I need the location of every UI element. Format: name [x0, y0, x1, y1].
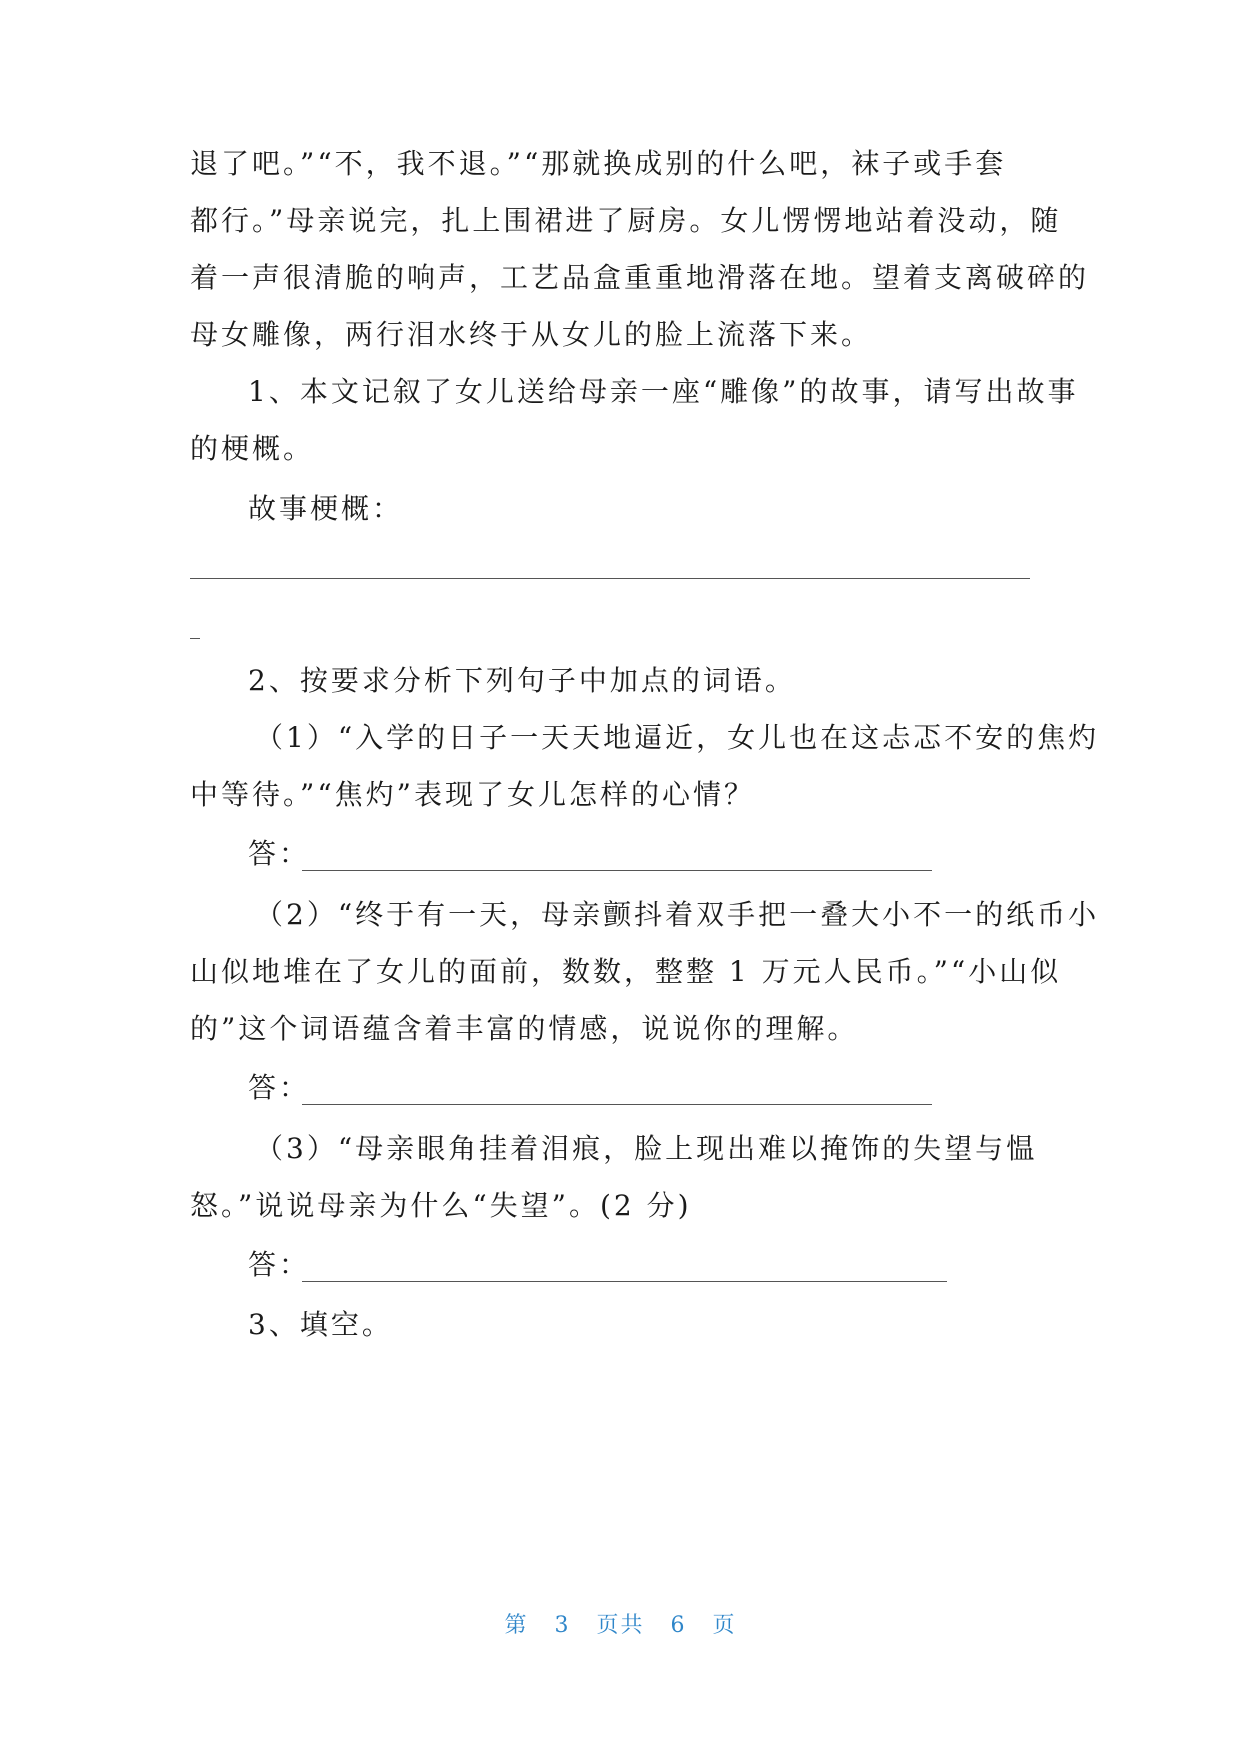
- answer-label-2-3: 答：: [248, 1248, 311, 1281]
- passage-line-2: 都行。”母亲说完，扎上围裙进了厨房。女儿愣愣地站着没动，随: [190, 204, 1062, 237]
- answer-label-2-1: 答：: [248, 837, 311, 870]
- question-2-1-line-1: （1）“入学的日子一天天地逼近，女儿也在这忐忑不安的焦灼: [255, 721, 1100, 754]
- question-2-1-line-2: 中等待。”“焦灼”表现了女儿怎样的心情？: [190, 778, 755, 811]
- footer-middle: 页共: [596, 1613, 645, 1638]
- answer-line-2-2[interactable]: [302, 1104, 932, 1105]
- answer-line-2-1[interactable]: [302, 870, 932, 871]
- question-2-title: 2、按要求分析下列句子中加点的词语。: [248, 664, 796, 697]
- passage-line-4: 母女雕像，两行泪水终于从女儿的脸上流落下来。: [190, 318, 873, 351]
- summary-answer-line[interactable]: [190, 578, 1030, 579]
- footer-total-pages: 6: [670, 1613, 687, 1638]
- footer-suffix: 页: [712, 1613, 737, 1638]
- summary-label: 故事梗概：: [248, 492, 404, 525]
- answer-line-2-3[interactable]: [302, 1281, 947, 1282]
- question-1-line-1: 1、本文记叙了女儿送给母亲一座“雕像”的故事，请写出故事: [248, 375, 1079, 408]
- question-3-title: 3、填空。: [248, 1308, 393, 1341]
- page-footer: [0, 1608, 1241, 1639]
- question-1-line-2: 的梗概。: [190, 432, 315, 465]
- question-2-3-line-2: 怒。”说说母亲为什么“失望”。(2 分): [190, 1189, 692, 1222]
- question-2-2-line-1: （2）“终于有一天，母亲颤抖着双手把一叠大小不一的纸币小: [255, 898, 1100, 931]
- question-2-2-line-3: 的”这个词语蕴含着丰富的情感，说说你的理解。: [190, 1012, 859, 1045]
- passage-line-1: 退了吧。”“不，我不退。”“那就换成别的什么吧，袜子或手套: [190, 147, 1007, 180]
- footer-current-page: 3: [554, 1613, 571, 1638]
- question-2-2-line-2: 山似地堆在了女儿的面前，数数，整整 1 万元人民币。”“小山似: [190, 955, 1062, 988]
- answer-label-2-2: 答：: [248, 1071, 311, 1104]
- question-2-3-line-1: （3）“母亲眼角挂着泪痕，脸上现出难以掩饰的失望与愠: [255, 1132, 1038, 1165]
- summary-answer-line-end: [190, 638, 200, 639]
- passage-line-3: 着一声很清脆的响声，工艺品盒重重地滑落在地。望着支离破碎的: [190, 261, 1090, 294]
- footer-prefix: 第: [504, 1613, 529, 1638]
